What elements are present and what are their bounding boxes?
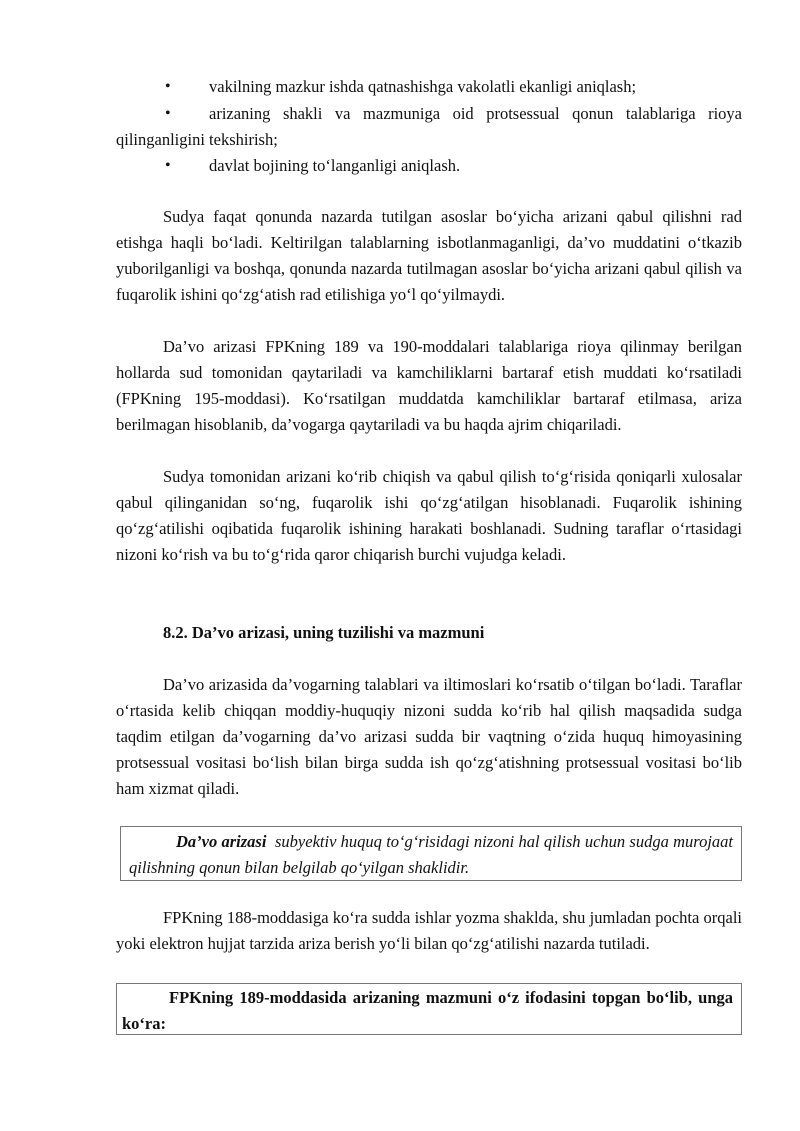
article-box: FPKning 189-moddasida arizaning mazmuni o‘z ifodasini topgan bo‘lib, unga ko‘ra:	[116, 983, 742, 1035]
paragraph: Sudya faqat qonunda nazarda tutilgan asoslar bo‘yicha arizani qabul qilishni rad etishga haqli bo‘ladi. Keltirilgan talablarning isbotlanmaganligi, da’vo muddatini o‘tkazib yuborilganligi va boshqa, qonunda nazarda tutilmagan asoslar bo‘yicha arizani qabul qilish va fuqarolik ishini qo‘zg‘atish rad etilishiga yo‘l qo‘yilmaydi.	[116, 207, 742, 304]
bullet-text: arizaning shakli va mazmuniga oid protsessual qonun talablariga rioya	[209, 104, 742, 123]
paragraph: Da’vo arizasida da’vogarning talablari va iltimoslari ko‘rsatib o‘tilgan bo‘ladi. Taraflar o‘rtasida kelib chiqqan moddiy-huquqiy nizoni sudda ko‘rib hal qilish maqsadida sudga taqdim etilgan da’vogarning da’vo arizasi sudda bir vaqtning o‘zida huquq himoyasining protsessual vositasi bo‘lish bilan birga sudda ish qo‘zg‘atishning protsessual vositasi bo‘lib ham xizmat qiladi.	[116, 675, 742, 798]
paragraph: Sudya tomonidan arizani ko‘rib chiqish va qabul qilish to‘g‘risida qoniqarli xulosalar qabul qilinganidan so‘ng, fuqarolik ishi qo‘zg‘atilgan hisoblanadi. Fuqarolik ishining qo‘zg‘atilishi oqibatida fuqarolik ishining harakati boshlanadi. Sudning taraflar o‘rtasidagi nizoni ko‘rish va bu to‘g‘rida qaror chiqarish burchi vujudga keladi.	[116, 467, 742, 564]
bullet-icon: •	[165, 105, 171, 122]
definition-box	[120, 826, 742, 881]
paragraph: FPKning 188-moddasiga ko‘ra sudda ishlar yozma shaklda, shu jumladan pochta orqali yoki elektron hujjat tarzida ariza berish yo‘li bilan qo‘zg‘atilishi nazarda tutiladi.	[116, 908, 742, 953]
bullet-icon: •	[165, 78, 171, 95]
bullet-text: davlat bojining to‘langanligi aniqlash.	[209, 156, 461, 175]
bullet-icon: •	[165, 157, 171, 174]
bullet-text: vakilning mazkur ishda qatnashishga vakolatli ekanligi aniqlash;	[209, 77, 637, 96]
paragraph: Da’vo arizasi FPKning 189 va 190-moddalari talablariga rioya qilinmay berilgan hollarda sud tomonidan qaytariladi va kamchiliklarni bartaraf etish muddati ko‘rsatiladi (FPKning 195-moddasi). Ko‘rsatilgan muddatda kamchiliklar bartaraf etilmasa, ariza berilmagan hisoblanib, da’vogarga qaytariladi va bu haqda ajrim chiqariladi.	[116, 337, 742, 434]
definition-term: Da’vo arizasi	[176, 832, 267, 851]
bullet-text-continuation: qilinganligini tekshirish;	[116, 130, 278, 149]
section-heading: 8.2. Da’vo arizasi, uning tuzilishi va mazmuni	[163, 623, 485, 642]
definition-text: subyektiv huquq to‘g‘risidagi nizoni hal qilish uchun sudga murojaat qilishning qonun bilan belgilab qo‘yilgan shaklidir.	[129, 832, 734, 877]
